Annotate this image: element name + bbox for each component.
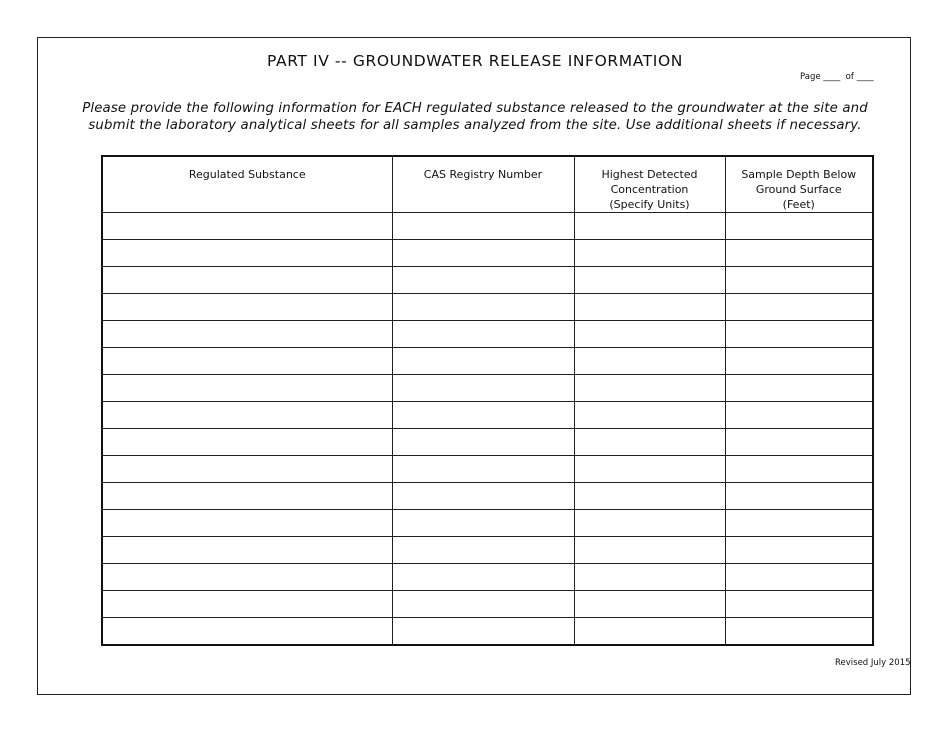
table-cell[interactable]	[102, 213, 392, 240]
table-cell[interactable]	[102, 429, 392, 456]
table-cell[interactable]	[725, 510, 873, 537]
table-row	[102, 483, 873, 510]
table-cell[interactable]	[725, 618, 873, 646]
table-cell[interactable]	[574, 213, 725, 240]
instructions-line-2: submit the laboratory analytical sheets for all samples analyzed from the site. Use additional sheets if necessary.	[88, 118, 862, 133]
table-cell[interactable]	[102, 348, 392, 375]
table-cell[interactable]	[725, 537, 873, 564]
header-line: Highest Detected	[601, 168, 698, 181]
table-row	[102, 591, 873, 618]
table-cell[interactable]	[725, 240, 873, 267]
header-line: Regulated Substance	[188, 168, 306, 181]
table-row	[102, 618, 873, 646]
table-row	[102, 510, 873, 537]
table-cell[interactable]	[102, 591, 392, 618]
table-header-row	[102, 156, 873, 213]
table-cell[interactable]	[102, 294, 392, 321]
header-line: (Feet)	[782, 198, 815, 211]
table-cell[interactable]	[392, 483, 574, 510]
table-body	[102, 213, 873, 646]
table-cell[interactable]	[574, 240, 725, 267]
table-cell[interactable]	[102, 321, 392, 348]
table-cell[interactable]	[725, 321, 873, 348]
table-cell[interactable]	[392, 213, 574, 240]
table-cell[interactable]	[392, 510, 574, 537]
table-row	[102, 402, 873, 429]
table-cell[interactable]	[102, 402, 392, 429]
instructions-line-1: Please provide the following information for EACH regulated substance released to the groundwater at the site and	[82, 101, 868, 116]
header-line: Sample Depth Below	[741, 168, 857, 181]
table-cell[interactable]	[725, 375, 873, 402]
table-cell[interactable]	[102, 618, 392, 646]
table-cell[interactable]	[574, 510, 725, 537]
table-cell[interactable]	[725, 213, 873, 240]
col-sample-depth	[725, 156, 873, 213]
table-cell[interactable]	[392, 267, 574, 294]
table-cell[interactable]	[392, 618, 574, 646]
table-cell[interactable]	[574, 267, 725, 294]
table-row	[102, 213, 873, 240]
header-line: (Specify Units)	[609, 198, 690, 211]
table-cell[interactable]	[574, 591, 725, 618]
revision-date: Revised July 2015	[835, 658, 911, 668]
table-row	[102, 429, 873, 456]
table-cell[interactable]	[725, 294, 873, 321]
table-cell[interactable]	[574, 618, 725, 646]
table-row	[102, 294, 873, 321]
table-cell[interactable]	[102, 564, 392, 591]
table-cell[interactable]	[574, 375, 725, 402]
table-cell[interactable]	[574, 429, 725, 456]
table-cell[interactable]	[392, 375, 574, 402]
table-cell[interactable]	[574, 402, 725, 429]
table-row	[102, 456, 873, 483]
groundwater-release-table	[101, 155, 874, 646]
table-cell[interactable]	[725, 456, 873, 483]
table-cell[interactable]	[392, 456, 574, 483]
table-row	[102, 537, 873, 564]
table-row	[102, 267, 873, 294]
table-cell[interactable]	[392, 348, 574, 375]
col-cas-registry-number	[392, 156, 574, 213]
table-cell[interactable]	[574, 564, 725, 591]
table-cell[interactable]	[725, 564, 873, 591]
table-cell[interactable]	[392, 402, 574, 429]
table-cell[interactable]	[392, 240, 574, 267]
instructions	[0, 100, 950, 134]
table-row	[102, 321, 873, 348]
table-cell[interactable]	[392, 429, 574, 456]
table-cell[interactable]	[392, 564, 574, 591]
table-cell[interactable]	[102, 456, 392, 483]
table-cell[interactable]	[392, 294, 574, 321]
col-regulated-substance	[102, 156, 392, 213]
table-cell[interactable]	[725, 402, 873, 429]
table-cell[interactable]	[574, 456, 725, 483]
table-cell[interactable]	[102, 375, 392, 402]
table-cell[interactable]	[392, 591, 574, 618]
table-cell[interactable]	[574, 321, 725, 348]
table-cell[interactable]	[102, 483, 392, 510]
table-cell[interactable]	[392, 537, 574, 564]
table-row	[102, 348, 873, 375]
table-cell[interactable]	[725, 348, 873, 375]
table-cell[interactable]	[574, 483, 725, 510]
table-cell[interactable]	[725, 591, 873, 618]
table-cell[interactable]	[102, 510, 392, 537]
col-highest-detected-concentration	[574, 156, 725, 213]
table-cell[interactable]	[102, 267, 392, 294]
page-indicator: Page ____ of ____	[800, 72, 874, 82]
table-cell[interactable]	[725, 429, 873, 456]
table-cell[interactable]	[725, 267, 873, 294]
table-cell[interactable]	[574, 537, 725, 564]
table-cell[interactable]	[392, 321, 574, 348]
table-cell[interactable]	[574, 294, 725, 321]
header-line: Concentration	[610, 183, 689, 196]
header-line: CAS Registry Number	[423, 168, 543, 181]
header-line: Ground Surface	[755, 183, 842, 196]
table-row	[102, 240, 873, 267]
table-cell[interactable]	[725, 483, 873, 510]
table-row	[102, 375, 873, 402]
table-cell[interactable]	[102, 537, 392, 564]
table-cell[interactable]	[574, 348, 725, 375]
form-title: PART IV -- GROUNDWATER RELEASE INFORMATION	[267, 52, 683, 70]
table-row	[102, 564, 873, 591]
table-cell[interactable]	[102, 240, 392, 267]
